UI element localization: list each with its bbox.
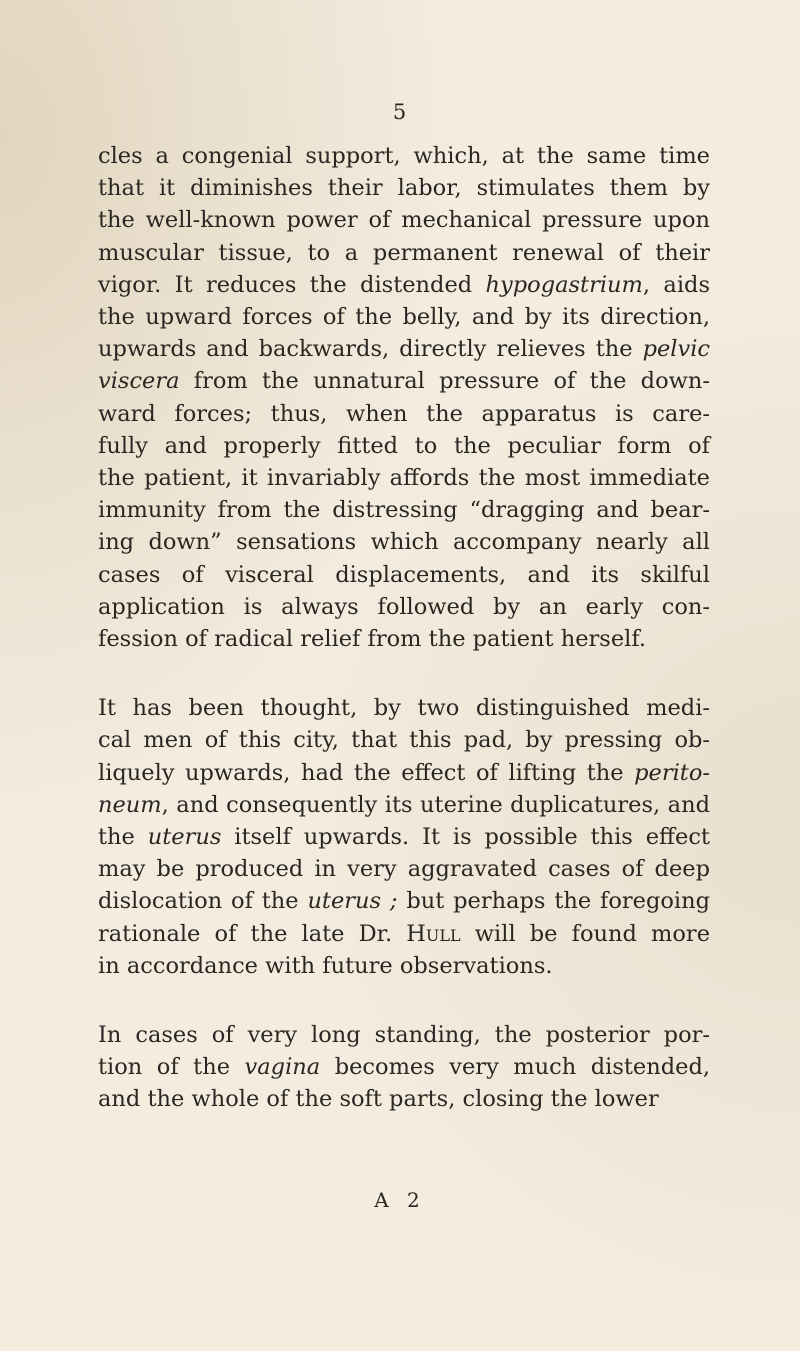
text-run: will be found more	[460, 920, 711, 947]
text-run: the patient, it invariably affords the most immediate	[98, 465, 710, 492]
text-line	[98, 333, 710, 365]
italic-term: viscera	[98, 368, 180, 395]
text-line	[98, 885, 710, 917]
text-run: fession of radical relief from the patient herself.	[98, 626, 647, 653]
text-line	[98, 623, 710, 655]
italic-term: vagina	[244, 1054, 321, 1081]
italic-term: neum	[98, 791, 162, 818]
text-run: tion of the	[98, 1054, 245, 1081]
text-run: , aids	[642, 271, 710, 298]
paragraph	[98, 140, 710, 655]
page-number: 5	[392, 100, 408, 124]
italic-term: uterus	[147, 824, 222, 851]
text-line	[98, 821, 710, 853]
text-line	[98, 692, 710, 724]
paragraph	[98, 1019, 710, 1116]
text-run: but perhaps the foregoing	[397, 888, 710, 915]
text-run: immunity from the distressing “dragging and bear-	[98, 497, 710, 524]
text-run: fully and properly fitted to the peculiar form of	[98, 432, 710, 459]
text-run: ward forces; thus, when the apparatus is care-	[98, 400, 710, 427]
text-run: from the unnatural pressure of the down-	[179, 368, 710, 395]
paragraph	[98, 692, 710, 982]
text-line	[98, 789, 710, 821]
text-line	[98, 365, 710, 397]
text-run: upwards and backwards, directly relieves the	[98, 336, 643, 363]
text-run: the upward forces of the belly, and by its direction,	[98, 304, 710, 331]
text-run: becomes very much distended,	[320, 1054, 710, 1081]
text-line	[98, 1019, 710, 1051]
text-line	[98, 918, 710, 950]
text-run: In cases of very long standing, the posterior por-	[98, 1022, 710, 1049]
text-run: , and consequently its uterine duplicatures, and	[161, 791, 710, 818]
text-line	[98, 494, 710, 526]
text-run: cal men of this city, that this pad, by pressing ob-	[98, 727, 710, 754]
small-caps-name: Hull	[406, 920, 461, 947]
text-run: ing down” sensations which accompany nearly all	[98, 529, 710, 556]
text-line	[98, 950, 710, 982]
text-line	[98, 430, 710, 462]
text-line	[98, 1051, 710, 1083]
text-line	[98, 204, 710, 236]
text-line	[98, 526, 710, 558]
text-run: muscular tissue, to a permanent renewal of their	[98, 239, 710, 266]
body-text	[98, 140, 710, 1116]
text-run: dislocation of the	[98, 888, 308, 915]
text-run: vigor. It reduces the distended	[98, 271, 486, 298]
text-line	[98, 757, 710, 789]
text-run: liquely upwards, had the effect of lifting the	[98, 759, 635, 786]
text-run: cases of visceral displacements, and its skilful	[98, 561, 710, 588]
text-run: in accordance with future observations.	[98, 952, 553, 979]
text-run: may be produced in very aggravated cases of deep	[98, 856, 710, 883]
text-line	[98, 172, 710, 204]
text-line	[98, 140, 710, 172]
signature-mark: A 2	[374, 1188, 426, 1212]
text-run: rationale of the late Dr.	[98, 920, 407, 947]
text-run: itself upwards. It is possible this effect	[221, 824, 710, 851]
text-line	[98, 462, 710, 494]
text-run: It has been thought, by two distinguished medi-	[98, 695, 710, 722]
text-line	[98, 591, 710, 623]
italic-term: pelvic	[642, 336, 710, 363]
text-line	[98, 269, 710, 301]
text-line	[98, 1083, 710, 1115]
text-run: and the whole of the soft parts, closing the lower	[98, 1086, 659, 1113]
italic-term: perito-	[634, 759, 710, 786]
text-run: application is always followed by an early con-	[98, 593, 710, 620]
text-run: the well-known power of mechanical pressure upon	[98, 207, 710, 234]
text-line	[98, 559, 710, 591]
text-run: the	[98, 824, 148, 851]
text-line	[98, 853, 710, 885]
italic-term: uterus ;	[307, 888, 398, 915]
text-line	[98, 724, 710, 756]
italic-term: hypogastrium	[485, 271, 643, 298]
text-run: cles a congenial support, which, at the same time	[98, 143, 710, 169]
text-line	[98, 301, 710, 333]
text-run: that it diminishes their labor, stimulates them by	[98, 175, 710, 202]
text-line	[98, 398, 710, 430]
text-line	[98, 237, 710, 269]
